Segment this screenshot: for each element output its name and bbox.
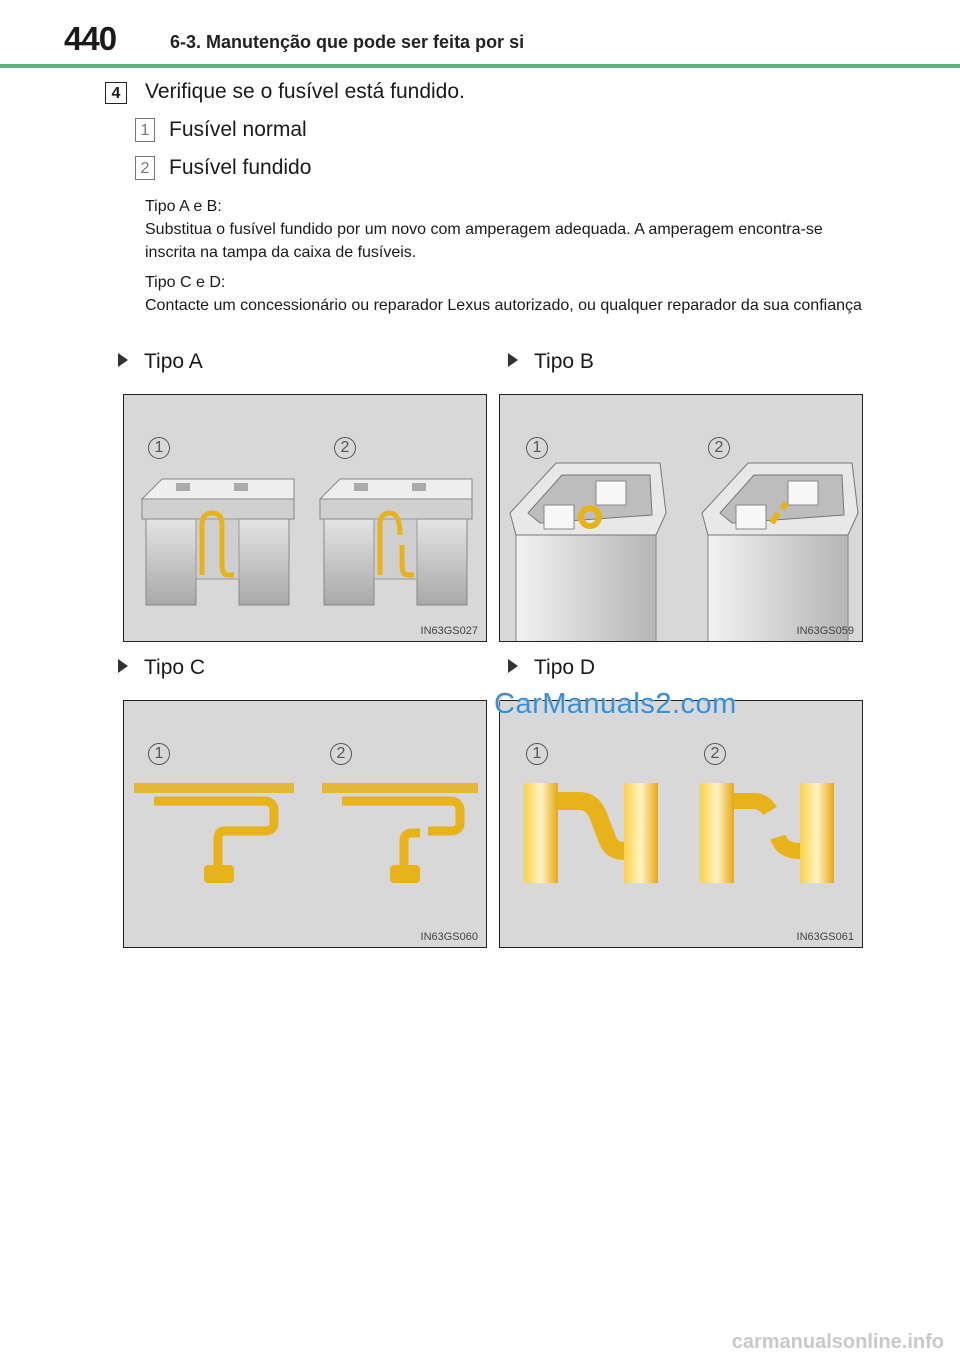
legend-num-1: 1 [135,118,155,142]
figure-type-c [123,700,487,948]
type-c-text: Tipo C [144,656,206,679]
type-d-text: Tipo D [534,656,596,679]
note-cd-heading: Tipo C e D: [145,274,226,291]
fuse-c-blown [322,783,478,883]
callout-2: 2 [704,743,726,765]
arrow-icon [118,353,128,367]
figure-code: IN63GS060 [420,931,478,943]
note-ab-text: Substitua o fusível fundido por um novo com amperagem adequada. A amperagem encontra-se inscrita na tampa da caixa de fusíveis. [145,221,823,261]
legend-num-2: 2 [135,156,155,180]
watermark-link[interactable]: CarManuals2.com [494,688,737,720]
callout-1: 1 [526,743,548,765]
arrow-icon [508,353,518,367]
type-c-label [118,656,205,680]
arrow-icon [508,659,518,673]
figure-code: IN63GS027 [420,625,478,637]
callout-1: 1 [148,437,170,459]
type-d-label [508,656,595,680]
fuse-type-a-illustration [124,395,487,642]
step-text: Verifique se o fusível está fundido. [145,80,465,103]
fuse-type-d-illustration [500,701,863,948]
type-b-text: Tipo B [534,350,594,373]
callout-1: 1 [526,437,548,459]
fuse-c-normal [134,783,294,883]
section-title: 6-3. Manutenção que pode ser feita por si [170,32,525,52]
callout-2: 2 [334,437,356,459]
figure-type-b [499,394,863,642]
figure-code: IN63GS059 [796,625,854,637]
figure-type-a [123,394,487,642]
figure-type-d [499,700,863,948]
footer-watermark: carmanualsonline.info [731,1331,944,1353]
legend-label-blown: Fusível fundido [169,156,312,179]
note-cd-text: Contacte um concessionário ou reparador Lexus autorizado, ou qualquer reparador da sua confiança [145,297,862,314]
figure-code: IN63GS061 [796,931,854,943]
fuse-b-normal [510,463,666,642]
type-a-text: Tipo A [144,350,203,373]
page-number: 440 [64,20,117,57]
header-rule [0,64,960,68]
fuse-type-b-illustration [500,395,863,642]
callout-2: 2 [708,437,730,459]
callout-2: 2 [330,743,352,765]
fuse-type-c-illustration [124,701,487,948]
fuse-b-blown [702,463,858,642]
fuse-d-blown [700,783,834,883]
fuse-a-normal [142,479,294,605]
note-ab-heading: Tipo A e B: [145,198,222,215]
fuse-a-blown [320,479,472,605]
step-number: 4 [105,82,127,104]
legend-label-normal: Fusível normal [169,118,307,141]
callout-1: 1 [148,743,170,765]
type-b-label [508,350,594,374]
fuse-d-normal [524,783,658,883]
arrow-icon [118,659,128,673]
type-a-label [118,350,203,374]
